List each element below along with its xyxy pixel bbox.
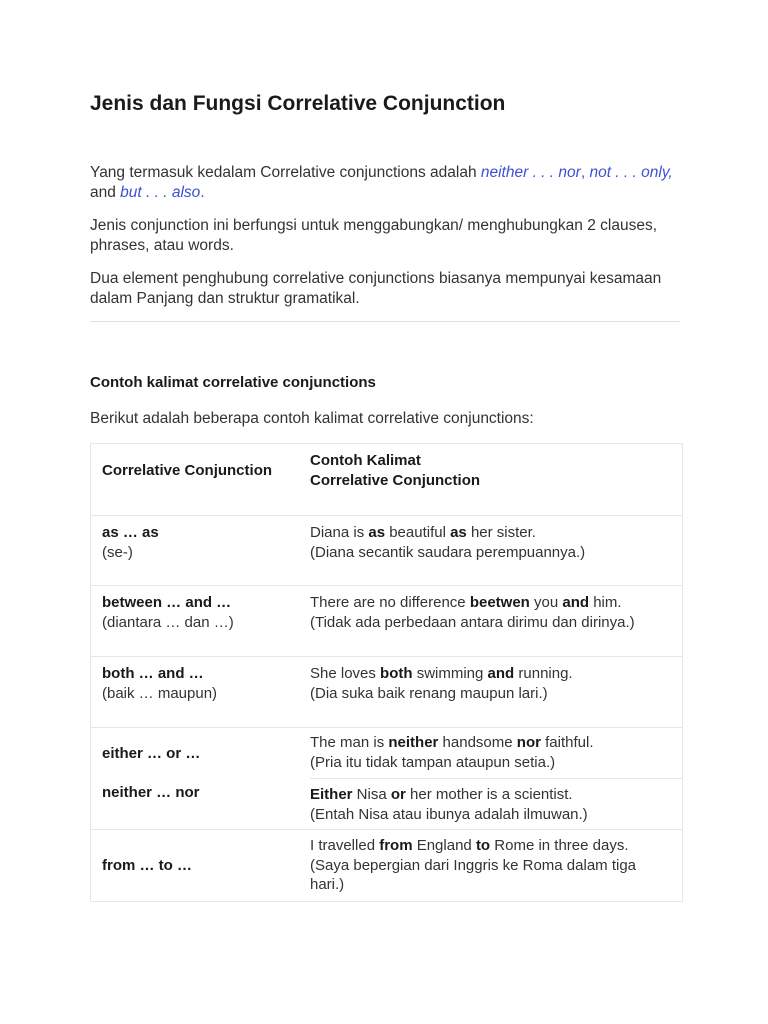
example-keyword: Either [310,786,353,803]
example-text: him. [589,594,622,611]
example-text: you [529,594,563,611]
structure-paragraph: Dua element penghubung correlative conjunctions biasanya mempunyai kesamaan dalam Panjang dan struktur gramatikal. [90,270,662,307]
example-text: handsome [438,734,517,751]
example-sentence [310,830,682,856]
conjunction-term: as … as [102,524,159,541]
conjunction-translation: (se-) [102,543,133,561]
conjunction-cell [91,830,311,902]
header-conjunction-label: Correlative Conjunction [102,462,273,479]
example-sentence [310,586,682,613]
example-translation: (Saya bepergian dari Inggris ke Roma dalam tiga hari.) [310,856,637,893]
intro-period: . [200,183,205,201]
example-keyword: to [475,837,491,854]
example-keyword: nor [516,734,541,751]
example-translation: (Entah Nisa atau ibunya adalah ilmuwan.) [310,805,588,823]
example-sentence [310,657,682,684]
example-cell [310,586,683,657]
conjunction-cell [91,586,311,657]
table-row [91,657,683,728]
example-translation: (Pria itu tidak tampan ataupun setia.) [310,753,556,771]
example-text: faithful. [540,734,594,751]
conjunction-term: neither … nor [102,783,200,801]
table-row [91,830,683,902]
example-keyword: as [368,524,386,541]
example-text: England [412,837,476,854]
examples-table [90,443,683,902]
example-text: I travelled [310,837,380,854]
example-cell [310,657,683,728]
table-row [91,586,683,657]
example-sentence [310,779,682,805]
example-translation: (Diana secantik saudara perempuannya.) [310,543,586,561]
table-row [91,728,683,779]
example-sentence [310,728,682,753]
example-sentence [310,516,682,543]
header-cell-example [310,444,683,516]
section-heading: Contoh kalimat correlative conjunctions [90,374,376,391]
not-only-term: not . . . only, [589,164,673,181]
table-header-row [91,444,683,516]
conjunction-term: from … to … [102,857,192,874]
conjunction-cell [91,657,311,728]
header-example-line1: Contoh Kalimat [310,452,421,469]
example-text: Nisa [352,786,391,803]
example-keyword: beetwen [469,594,530,611]
example-text: swimming [412,665,488,682]
section-intro: Berikut adalah beberapa contoh kalimat correlative conjunctions: [90,410,534,427]
page-title: Jenis dan Fungsi Correlative Conjunction [90,92,506,115]
example-text: She loves [310,665,381,682]
example-cell [310,516,683,586]
example-translation: (Dia suka baik renang maupun lari.) [310,684,548,702]
intro-paragraph [90,163,688,202]
intro-prefix: Yang termasuk kedalam Correlative conjunctions adalah [90,164,481,181]
example-text: Rome in three days. [490,837,629,854]
function-paragraph: Jenis conjunction ini berfungsi untuk menggabungkan/ menghubungkan 2 clauses, phrases, atau words. [90,217,657,254]
example-text: her sister. [466,524,536,541]
example-text: beautiful [385,524,451,541]
example-translation: (Tidak ada perbedaan antara dirimu dan dirinya.) [310,613,635,631]
conjunction-term: either … or … [102,745,201,762]
conjunction-term: between … and … [102,594,232,611]
conjunction-translation: (diantara … dan …) [102,613,234,631]
example-keyword: as [450,524,467,541]
example-keyword: and [562,594,590,611]
header-example-line2: Correlative Conjunction [310,471,481,489]
conjunction-cell [91,516,311,586]
example-text: running. [514,665,573,682]
section-divider [90,321,680,322]
intro-comma: , [580,164,590,181]
conjunction-translation: (baik … maupun) [102,684,218,702]
intro-and-word: and [90,183,121,201]
example-keyword: neither [388,734,439,751]
example-keyword: both [380,665,413,682]
conjunction-term: both … and … [102,665,204,682]
example-text: her mother is a scientist. [405,786,573,803]
example-keyword: and [487,665,515,682]
example-text: The man is [310,734,389,751]
neither-nor-term: neither . . . nor [480,164,581,181]
header-cell-conjunction [91,444,311,516]
but-also-term: but . . . also [120,183,201,201]
example-keyword: or [390,786,406,803]
conjunction-cell [91,728,311,830]
example-text: There are no difference [310,594,470,611]
example-cell [310,728,683,779]
example-cell [310,779,683,830]
example-cell [310,830,683,902]
example-keyword: from [379,837,413,854]
example-text: Diana is [310,524,369,541]
table-row [91,516,683,586]
